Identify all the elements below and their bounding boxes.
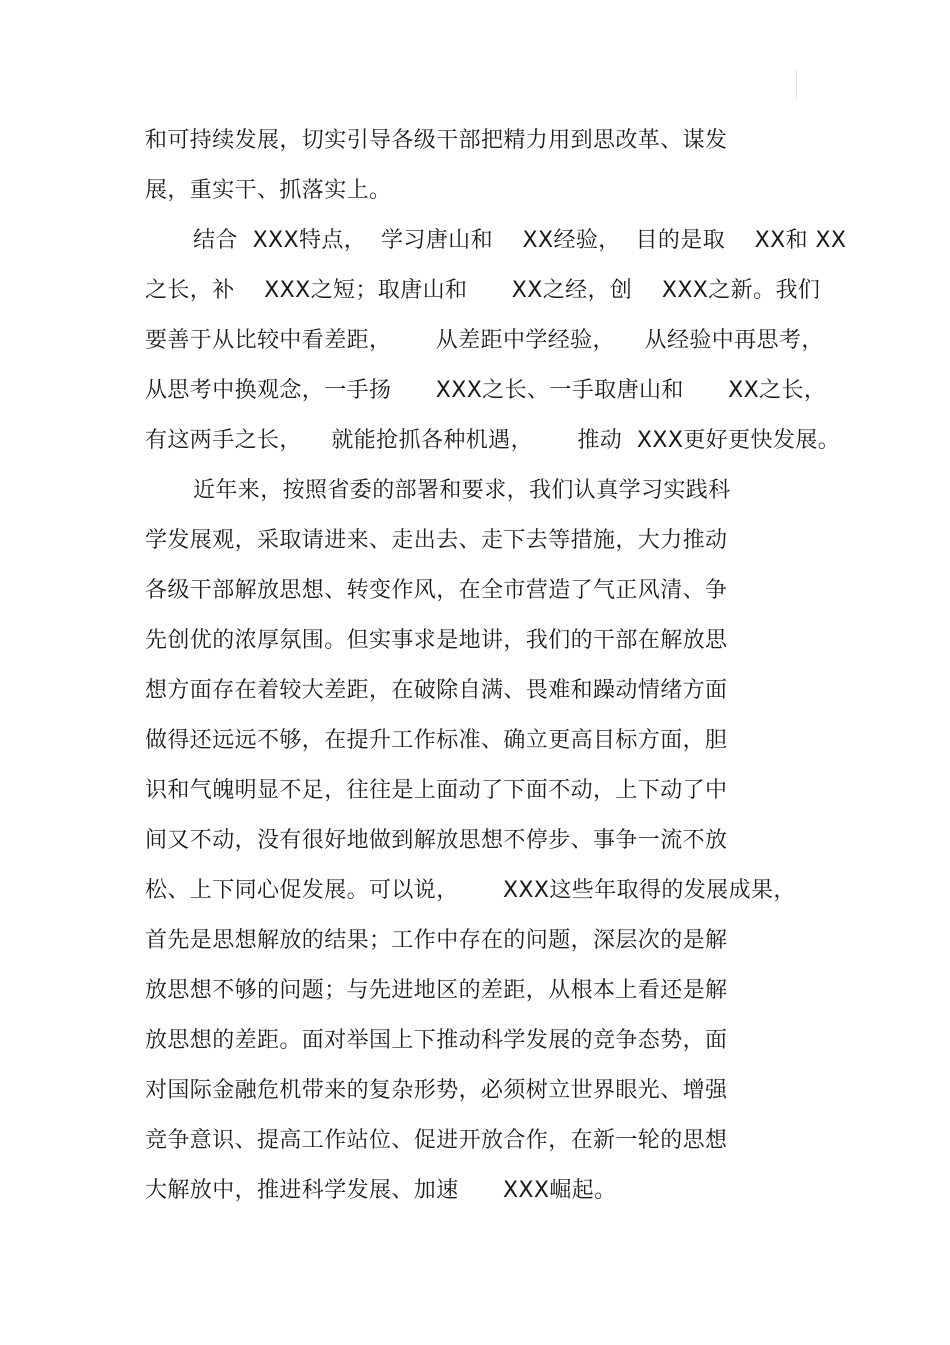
text-line: 展，重实干、抓落实上。	[145, 178, 392, 203]
text-line: 从思考中换观念，一手扬 XXX之长、一手取唐山和 XX之长，	[145, 378, 827, 403]
text-line: 对国际金融危机带来的复杂形势，必须树立世界眼光、增强	[145, 1078, 728, 1103]
text-line: 松、上下同心促发展。可以说， XXX这些年取得的发展成果，	[145, 878, 796, 903]
page-edge-mark	[796, 70, 797, 100]
text-line: 竞争意识、提高工作站位、促进开放合作，在新一轮的思想	[145, 1128, 728, 1153]
text-line: 想方面存在着较大差距，在破除自满、畏难和躁动情绪方面	[145, 678, 728, 703]
text-line: 近年来，按照省委的部署和要求，我们认真学习实践科	[193, 478, 731, 503]
text-line: 和可持续发展，切实引导各级干部把精力用到思改革、谋发	[145, 128, 728, 153]
text-line: 识和气魄明显不足，往往是上面动了下面不动，上下动了中	[145, 778, 728, 803]
text-line: 有这两手之长， 就能抢抓各种机遇， 推动 XXX更好更快发展。	[145, 428, 841, 453]
text-line: 做得还远远不够，在提升工作标准、确立更高目标方面，胆	[145, 728, 728, 753]
text-line: 间又不动，没有很好地做到解放思想不停步、事争一流不放	[145, 828, 728, 853]
text-line: 各级干部解放思想、转变作风，在全市营造了气正风清、争	[145, 578, 728, 603]
text-line: 结合 XXX特点， 学习唐山和 XX经验， 目的是取 XX和 XX	[193, 228, 847, 253]
text-line: 要善于从比较中看差距， 从差距中学经验， 从经验中再思考，	[145, 328, 824, 353]
text-line: 放思想的差距。面对举国上下推动科学发展的竞争态势，面	[145, 1028, 728, 1053]
text-line: 之长，补 XXX之短；取唐山和 XX之经，创 XXX之新。我们	[145, 278, 821, 303]
text-line: 首先是思想解放的结果；工作中存在的问题，深层次的是解	[145, 928, 728, 953]
text-line: 放思想不够的问题；与先进地区的差距，从根本上看还是解	[145, 978, 728, 1003]
text-line: 先创优的浓厚氛围。但实事求是地讲，我们的干部在解放思	[145, 628, 728, 653]
text-line: 学发展观，采取请进来、走出去、走下去等措施，大力推动	[145, 528, 728, 553]
text-line: 大解放中，推进科学发展、加速 XXX崛起。	[145, 1178, 617, 1203]
